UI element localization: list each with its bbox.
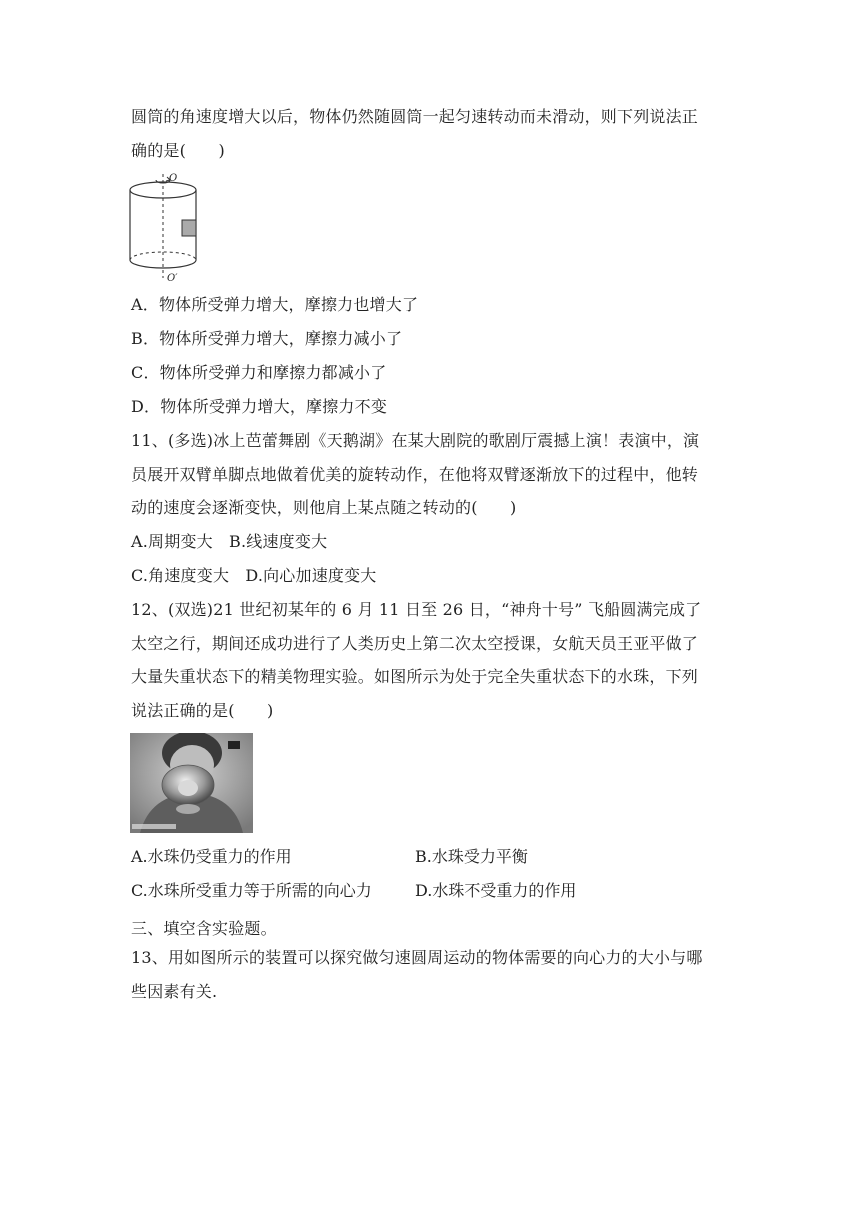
q11-stem-line2: 员展开双臂单脚点地做着优美的旋转动作，在他将双臂逐渐放下的过程中，他转	[131, 465, 699, 484]
q12-stem-line4: 说法正确的是( )	[131, 701, 274, 720]
q12-stem-line2: 太空之行，期间还成功进行了人类历史上第二次太空授课，女航天员王亚平做了	[131, 634, 699, 653]
q10-option-d: D．物体所受弹力增大，摩擦力不变	[131, 397, 388, 416]
q12-option-c: C.水珠所受重力等于所需的向心力	[131, 881, 372, 900]
q10-option-c: C．物体所受弹力和摩擦力都减小了	[131, 363, 387, 382]
axis-label-top: O	[169, 173, 178, 184]
q11-stem-line3: 动的速度会逐渐变快，则他肩上某点随之转动的( )	[131, 498, 517, 517]
axis-label-bottom: O′	[167, 273, 178, 284]
q12-option-b: B.水珠受力平衡	[415, 847, 528, 866]
q11-stem-line1: 11、(多选)冰上芭蕾舞剧《天鹅湖》在某大剧院的歌剧厅震撼上演！表演中，演	[131, 431, 700, 450]
section3-heading: 三、填空含实验题。	[131, 919, 277, 938]
q10-stem-line2: 确的是( )	[131, 141, 225, 160]
q12-option-d: D.水珠不受重力的作用	[415, 881, 577, 900]
water-droplet-photo	[130, 733, 253, 833]
q10-option-a: A．物体所受弹力增大，摩擦力也增大了	[131, 295, 419, 314]
q10-stem-line1: 圆筒的角速度增大以后，物体仍然随圆筒一起匀速转动而未滑动，则下列说法正	[131, 107, 699, 126]
q12-stem-line3: 大量失重状态下的精美物理实验。如图所示为处于完全失重状态下的水珠，下列	[131, 667, 699, 686]
q11-options-row2: C.角速度变大 D.向心加速度变大	[131, 566, 377, 585]
q13-stem-line2: 些因素有关.	[131, 982, 218, 1001]
q11-options-row1: A.周期变大 B.线速度变大	[131, 532, 328, 551]
q12-option-a: A.水珠仍受重力的作用	[131, 847, 292, 866]
q10-option-b: B．物体所受弹力增大，摩擦力减小了	[131, 329, 403, 348]
rotating-cylinder-figure	[126, 170, 206, 285]
q13-stem-line1: 13、用如图所示的装置可以探究做匀速圆周运动的物体需要的向心力的大小与哪	[131, 948, 703, 967]
q12-stem-line1: 12、(双选)21 世纪初某年的 6 月 11 日至 26 日，“神舟十号” 飞船圆满完成了	[131, 600, 702, 619]
